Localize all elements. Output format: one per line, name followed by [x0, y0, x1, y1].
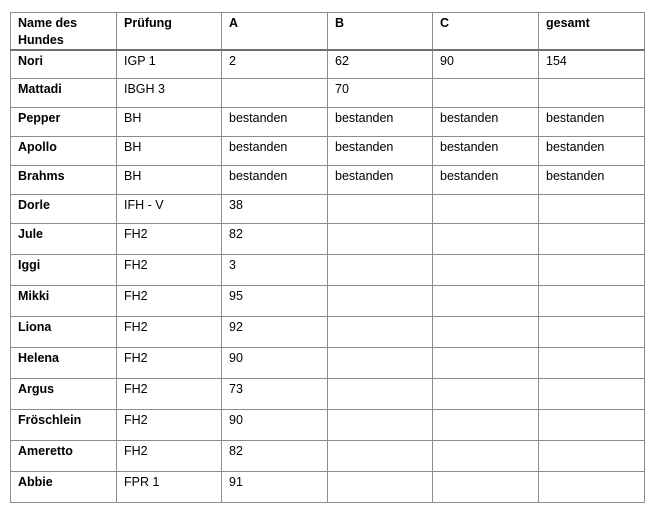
table-row: [11, 79, 645, 108]
dog-name: Abbie: [11, 472, 117, 503]
table-row: [11, 50, 645, 79]
score-a: 91: [222, 472, 328, 503]
dog-name: Apollo: [11, 137, 117, 166]
score-c: [433, 224, 539, 255]
score-a: [222, 79, 328, 108]
table-row: [11, 137, 645, 166]
score-a: 3: [222, 255, 328, 286]
header-dog-name: Name des Hundes: [11, 13, 117, 51]
score-total: [539, 79, 645, 108]
table-row: [11, 166, 645, 195]
score-total: [539, 348, 645, 379]
dog-name: Nori: [11, 50, 117, 79]
dog-name: Fröschlein: [11, 410, 117, 441]
score-a: 82: [222, 224, 328, 255]
score-c: 90: [433, 50, 539, 79]
dog-name: Ameretto: [11, 441, 117, 472]
header-c: C: [433, 13, 539, 51]
score-total: [539, 286, 645, 317]
score-c: [433, 379, 539, 410]
table-row: [11, 472, 645, 503]
table-row: [11, 348, 645, 379]
score-b: [328, 255, 433, 286]
score-total: [539, 410, 645, 441]
table-row: [11, 410, 645, 441]
table-row: [11, 195, 645, 224]
score-b: [328, 224, 433, 255]
score-total: bestanden: [539, 108, 645, 137]
header-total: gesamt: [539, 13, 645, 51]
score-c: [433, 286, 539, 317]
table-row: [11, 317, 645, 348]
score-a: 90: [222, 410, 328, 441]
score-c: [433, 195, 539, 224]
dog-name: Argus: [11, 379, 117, 410]
score-b: [328, 441, 433, 472]
score-c: bestanden: [433, 108, 539, 137]
score-c: [433, 79, 539, 108]
dog-name: Dorle: [11, 195, 117, 224]
dog-name: Helena: [11, 348, 117, 379]
header-a: A: [222, 13, 328, 51]
exam: IFH - V: [117, 195, 222, 224]
dog-name: Iggi: [11, 255, 117, 286]
exam: FH2: [117, 255, 222, 286]
score-total: [539, 379, 645, 410]
exam: BH: [117, 108, 222, 137]
exam: FH2: [117, 410, 222, 441]
score-a: 38: [222, 195, 328, 224]
score-b: bestanden: [328, 108, 433, 137]
header-exam: Prüfung: [117, 13, 222, 51]
table-row: [11, 441, 645, 472]
score-a: 95: [222, 286, 328, 317]
score-a: 73: [222, 379, 328, 410]
exam: FH2: [117, 286, 222, 317]
score-b: [328, 286, 433, 317]
exam: FH2: [117, 224, 222, 255]
exam: BH: [117, 137, 222, 166]
score-total: bestanden: [539, 137, 645, 166]
header-row: [11, 13, 645, 51]
score-b: [328, 348, 433, 379]
score-total: [539, 317, 645, 348]
dog-name: Mikki: [11, 286, 117, 317]
score-c: bestanden: [433, 137, 539, 166]
dog-name: Brahms: [11, 166, 117, 195]
table-row: [11, 224, 645, 255]
score-total: [539, 472, 645, 503]
exam: FH2: [117, 348, 222, 379]
score-c: [433, 472, 539, 503]
score-total: [539, 255, 645, 286]
table-row: [11, 255, 645, 286]
exam: BH: [117, 166, 222, 195]
score-b: [328, 410, 433, 441]
score-b: [328, 472, 433, 503]
score-c: bestanden: [433, 166, 539, 195]
score-b: 70: [328, 79, 433, 108]
score-b: bestanden: [328, 166, 433, 195]
dog-name: Jule: [11, 224, 117, 255]
score-c: [433, 441, 539, 472]
score-b: [328, 379, 433, 410]
dog-name: Liona: [11, 317, 117, 348]
header-b: B: [328, 13, 433, 51]
score-a: bestanden: [222, 137, 328, 166]
score-total: [539, 441, 645, 472]
score-a: bestanden: [222, 108, 328, 137]
score-total: bestanden: [539, 166, 645, 195]
table-row: [11, 108, 645, 137]
exam: FH2: [117, 441, 222, 472]
score-a: 2: [222, 50, 328, 79]
score-total: 154: [539, 50, 645, 79]
score-b: [328, 195, 433, 224]
table-row: [11, 286, 645, 317]
exam: FPR 1: [117, 472, 222, 503]
dog-name: Mattadi: [11, 79, 117, 108]
score-c: [433, 348, 539, 379]
dog-name: Pepper: [11, 108, 117, 137]
score-a: 90: [222, 348, 328, 379]
exam: FH2: [117, 317, 222, 348]
exam: IGP 1: [117, 50, 222, 79]
score-c: [433, 410, 539, 441]
score-b: bestanden: [328, 137, 433, 166]
score-c: [433, 317, 539, 348]
score-b: [328, 317, 433, 348]
score-total: [539, 195, 645, 224]
score-a: 92: [222, 317, 328, 348]
score-total: [539, 224, 645, 255]
results-table: [10, 12, 645, 503]
exam: IBGH 3: [117, 79, 222, 108]
score-c: [433, 255, 539, 286]
score-a: 82: [222, 441, 328, 472]
score-b: 62: [328, 50, 433, 79]
exam: FH2: [117, 379, 222, 410]
score-a: bestanden: [222, 166, 328, 195]
table-row: [11, 379, 645, 410]
